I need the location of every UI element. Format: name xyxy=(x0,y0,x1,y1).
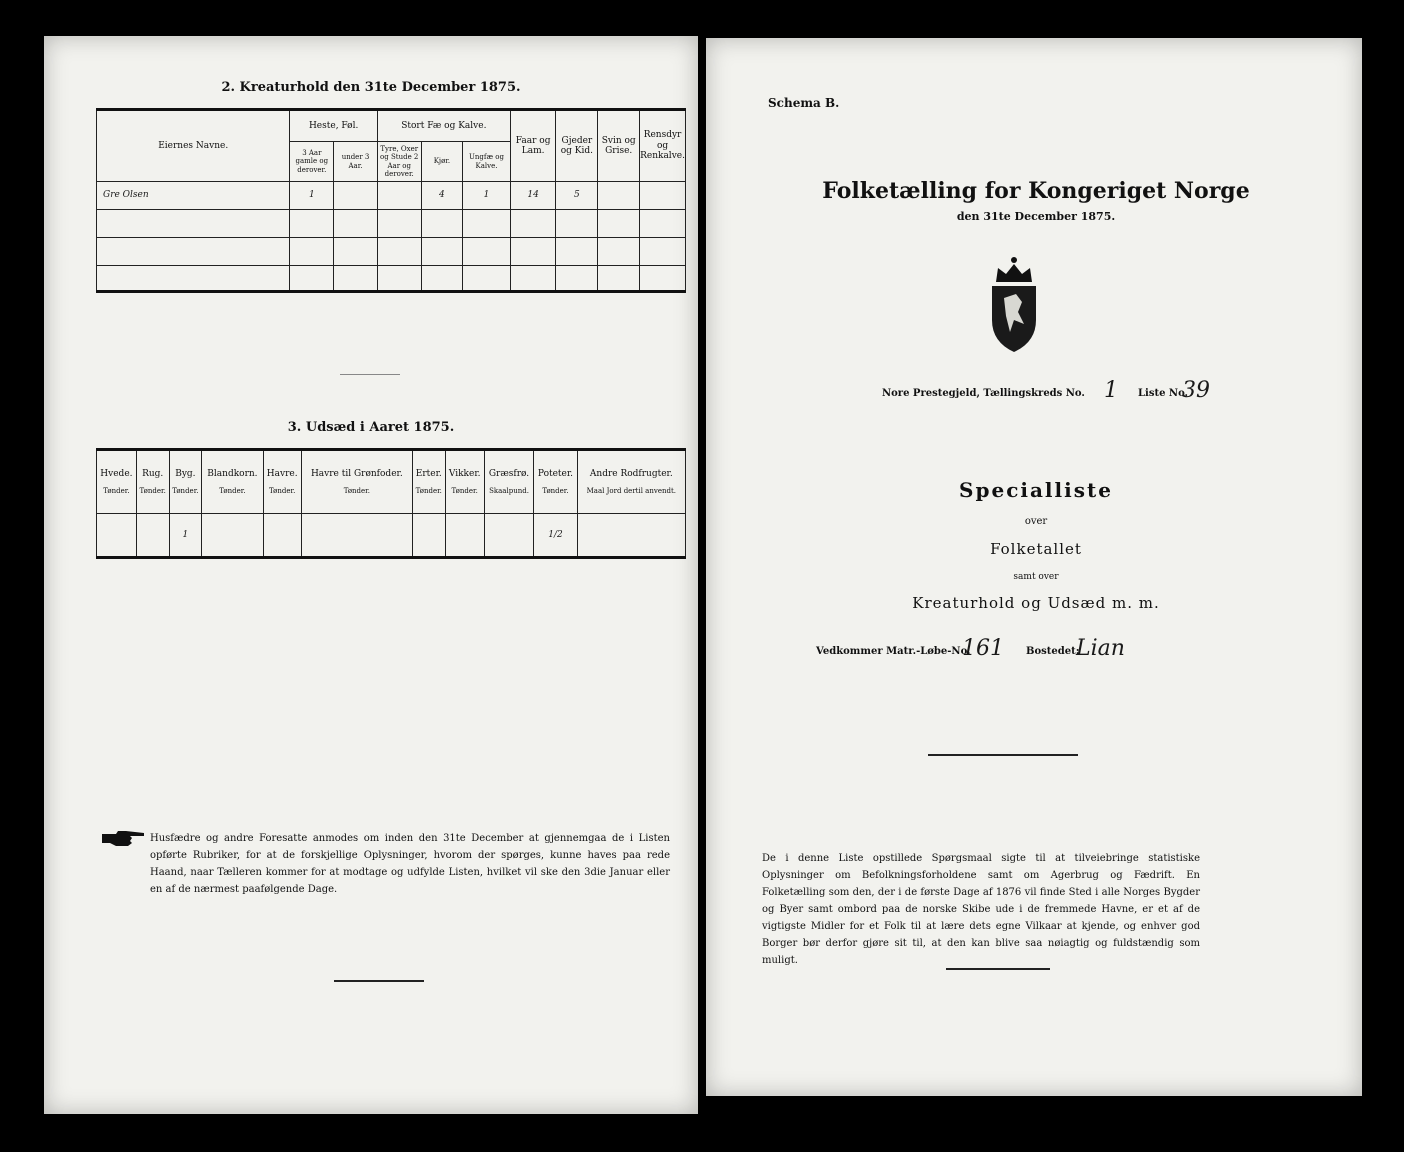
goats-value: 5 xyxy=(556,182,598,210)
owner-header: Eiernes Navne. xyxy=(97,110,290,182)
reindeer-value xyxy=(640,182,686,210)
cows-value: 4 xyxy=(421,182,463,210)
seed-table xyxy=(96,448,686,559)
seed-header-name: Havre. xyxy=(266,468,298,479)
seed-header-name: Andre Rodfrugter. xyxy=(589,468,673,479)
seed-header xyxy=(577,450,685,514)
seed-header-unit: Tønder. xyxy=(269,487,296,496)
speciallist-title: Specialliste xyxy=(959,478,1113,502)
seed-header-unit: Maal Jord dertil anvendt. xyxy=(586,487,676,496)
seed-header-name: Græsfrø. xyxy=(488,468,530,479)
sheep-value: 14 xyxy=(510,182,556,210)
sheep-header: Faar og Lam. xyxy=(510,110,556,182)
seed-value xyxy=(577,514,685,558)
notice-text: Husfædre og andre Foresatte anmodes om inden den 31te December at gjennemgaa de i Listen opførte Rubriker, for at de forskjellige Oplysninger, hvorom der spørges, kunne haves paa rede Haand, naar Tælleren kommer for at modtage og udfylde Listen, hvilket vil ske den 3die Januar eller en af de nærmest paafølgende Dage. xyxy=(150,833,670,895)
over-text: over xyxy=(1024,516,1048,527)
seed-header xyxy=(445,450,484,514)
bosted-label: Bostedet: xyxy=(1026,646,1080,657)
schema-label: Schema B. xyxy=(768,96,840,110)
seed-value xyxy=(445,514,484,558)
matr-label: Vedkommer Matr.-Løbe-No. xyxy=(816,646,971,657)
horses-old-header: 3 Aar gamle og derover. xyxy=(290,142,334,182)
right-page xyxy=(706,38,1362,1096)
district-label: Nore Prestegjeld, Tællingskreds No. xyxy=(882,388,1085,399)
seed-header-unit: Tønder. xyxy=(343,487,370,496)
bosted-value: Lian xyxy=(1076,636,1125,661)
horses-header: Heste, Føl. xyxy=(290,110,377,142)
horses-old-value: 1 xyxy=(290,182,334,210)
seed-header-unit: Tønder. xyxy=(451,487,478,496)
samt-over-text: samt over xyxy=(1013,572,1059,582)
table-row xyxy=(97,238,686,266)
seed-value xyxy=(263,514,301,558)
livestock-table xyxy=(96,108,686,293)
seed-header-name: Byg. xyxy=(175,468,196,479)
bulls-header: Tyre, Oxer og Stude 2 Aar og derover. xyxy=(377,142,421,182)
reindeer-header: Rensdyr og Renkalve. xyxy=(640,110,686,182)
seed-header-unit: Tønder. xyxy=(542,487,569,496)
seed-value xyxy=(301,514,412,558)
pointing-hand-icon xyxy=(100,828,146,848)
seed-header-unit: Skaalpund. xyxy=(489,487,529,496)
folketallet-text: Folketallet xyxy=(990,540,1082,558)
seed-header-name: Poteter. xyxy=(537,468,574,479)
seed-header-unit: Tønder. xyxy=(103,487,130,496)
intro-paragraph: De i denne Liste opstillede Spørgsmaal sigte til at tilveiebringe statistiske Oplysninger om Befolkningsforholdene samt om Agerbrug og Fædrift. En Folketælling som den, der i de første Dage af 1876 vil finde Sted i alle Norges Bygder og Byer samt ombord paa de norske Skibe ude i de fremmede Havne, er et af de vigtigste Midler for et Folk til at lære dets egne Vilkaar at kjende, og enhver god Borger bør derfor gjøre sit til, at den kan blive saa nøiagtig og fuldstændig som muligt. xyxy=(762,853,1200,966)
seed-header-name: Vikker. xyxy=(448,468,481,479)
seed-value: 1 xyxy=(169,514,202,558)
seed-header-name: Havre til Grønfoder. xyxy=(310,468,403,479)
calves-value: 1 xyxy=(463,182,511,210)
seed-value: 1/2 xyxy=(534,514,577,558)
divider xyxy=(340,374,400,375)
section2-title: 2. Kreaturhold den 31te December 1875. xyxy=(221,80,521,95)
left-page xyxy=(44,36,698,1114)
bulls-value xyxy=(377,182,421,210)
owner-name: Gre Olsen xyxy=(97,182,290,210)
seed-header-unit: Tønder. xyxy=(139,487,166,496)
seed-value xyxy=(136,514,169,558)
main-title: Folketælling for Kongeriget Norge xyxy=(822,178,1250,204)
horses-young-value xyxy=(334,182,378,210)
seed-header xyxy=(202,450,263,514)
divider xyxy=(928,754,1078,756)
census-date: den 31te December 1875. xyxy=(956,210,1116,223)
calves-header: Ungfæ og Kalve. xyxy=(463,142,511,182)
coat-of-arms-icon xyxy=(986,254,1042,354)
matr-number: 161 xyxy=(962,636,1004,661)
table-row xyxy=(97,266,686,292)
seed-header xyxy=(301,450,412,514)
pigs-header: Svin og Grise. xyxy=(598,110,640,182)
seed-value xyxy=(412,514,445,558)
seed-header-name: Hvede. xyxy=(100,468,133,479)
seed-value xyxy=(97,514,137,558)
list-label: Liste No. xyxy=(1138,388,1189,399)
seed-header-name: Erter. xyxy=(415,468,442,479)
section3-title: 3. Udsæd i Aaret 1875. xyxy=(287,420,455,435)
district-number: 1 xyxy=(1104,378,1118,403)
horses-young-header: under 3 Aar. xyxy=(334,142,378,182)
seed-header-name: Blandkorn. xyxy=(207,468,258,479)
kreaturhold-text: Kreaturhold og Udsæd m. m. xyxy=(912,594,1160,612)
seed-header xyxy=(263,450,301,514)
seed-header xyxy=(484,450,534,514)
seed-header-unit: Tønder. xyxy=(415,487,442,496)
pigs-value xyxy=(598,182,640,210)
cows-header: Kjør. xyxy=(421,142,463,182)
seed-header-unit: Tønder. xyxy=(219,487,246,496)
seed-header xyxy=(412,450,445,514)
divider xyxy=(334,980,424,982)
seed-value xyxy=(484,514,534,558)
seed-value xyxy=(202,514,263,558)
seed-header xyxy=(136,450,169,514)
seed-header-unit: Tønder. xyxy=(172,487,199,496)
list-number: 39 xyxy=(1182,378,1210,403)
seed-header xyxy=(534,450,577,514)
table-row xyxy=(97,210,686,238)
goats-header: Gjeder og Kid. xyxy=(556,110,598,182)
cattle-header: Stort Fæ og Kalve. xyxy=(377,110,510,142)
seed-header-name: Rug. xyxy=(142,468,164,479)
divider xyxy=(946,968,1050,970)
seed-header xyxy=(169,450,202,514)
seed-header xyxy=(97,450,137,514)
